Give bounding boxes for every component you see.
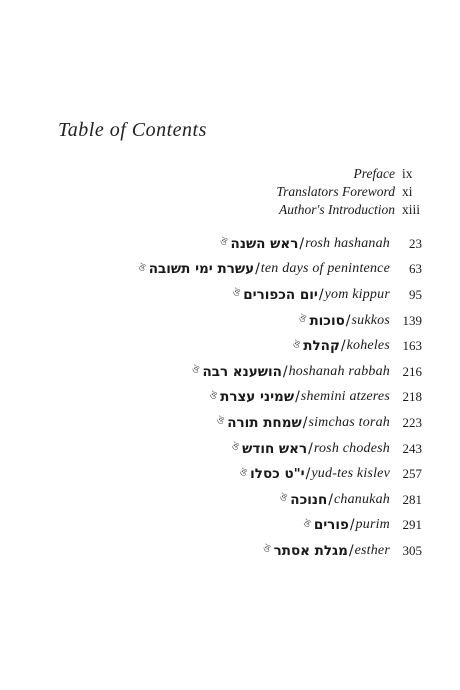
- ornament-icon: ঔ: [263, 545, 271, 556]
- entry-page: 223: [402, 414, 422, 430]
- entry-english: rosh hashanah: [305, 235, 390, 251]
- ornament-icon: ঔ: [220, 238, 228, 249]
- separator: /: [302, 414, 308, 431]
- separator: /: [308, 440, 313, 457]
- entry-hebrew: סוכות: [309, 312, 345, 329]
- ornament-icon: ঔ: [209, 391, 218, 402]
- entry-english: purim: [355, 517, 390, 533]
- entry-english: esther: [354, 542, 390, 558]
- ornament-icon: ঔ: [299, 315, 307, 326]
- entry-english: ten days of penintence: [260, 261, 390, 277]
- ornament-icon: ঔ: [232, 289, 241, 300]
- separator: /: [318, 286, 324, 303]
- separator: /: [349, 517, 355, 534]
- contents-entry[interactable]: [42, 257, 422, 283]
- entry-hebrew: קהלת: [303, 338, 340, 355]
- front-matter-item[interactable]: [102, 202, 422, 220]
- separator: /: [348, 542, 354, 559]
- separator: /: [299, 235, 305, 252]
- entry-page: 216: [402, 363, 422, 379]
- ornament-icon: ঔ: [138, 263, 146, 274]
- entry-hebrew: שמיני עצרת: [220, 389, 295, 406]
- contents-entry[interactable]: [42, 385, 422, 411]
- contents-entry[interactable]: [42, 333, 422, 359]
- ornament-icon: ঔ: [231, 443, 240, 454]
- entry-hebrew: חנוכה: [290, 491, 328, 508]
- entry-page: 281: [402, 491, 422, 507]
- separator: /: [340, 338, 346, 355]
- entry-english: koheles: [346, 338, 390, 354]
- entry-english: chanukah: [333, 491, 390, 507]
- entry-hebrew: הושענא רבה: [202, 363, 282, 380]
- entry-page: 305: [402, 542, 422, 558]
- entry-page: 63: [409, 261, 422, 277]
- front-matter-item[interactable]: [102, 184, 422, 202]
- contents-entry[interactable]: [42, 410, 422, 436]
- front-matter-item[interactable]: [102, 166, 422, 184]
- entry-page: 243: [402, 440, 422, 456]
- entry-english: shemini atzeres: [300, 389, 390, 405]
- contents-entry[interactable]: [42, 487, 422, 513]
- entry-hebrew: ראש השנה: [230, 235, 299, 252]
- separator: /: [345, 312, 351, 329]
- front-matter-label: Translators Foreword: [276, 184, 395, 199]
- separator: /: [282, 363, 288, 380]
- entry-hebrew: ראש חודש: [242, 440, 308, 457]
- entry-page: 95: [409, 286, 422, 302]
- entry-english: simchas torah: [308, 414, 390, 430]
- contents-entry[interactable]: [42, 231, 422, 257]
- ornament-icon: ঔ: [192, 366, 200, 377]
- ornament-icon: ঔ: [292, 340, 301, 351]
- contents-list: [42, 231, 422, 564]
- entry-page: 291: [402, 517, 422, 533]
- page-title: Table of Contents: [58, 119, 207, 141]
- entry-hebrew: יום הכפורים: [243, 286, 318, 303]
- contents-entry[interactable]: [42, 436, 422, 462]
- contents-entry[interactable]: [42, 282, 422, 308]
- front-matter-label: Preface: [353, 166, 395, 181]
- contents-entry[interactable]: [42, 513, 422, 539]
- contents-entry[interactable]: [42, 308, 422, 334]
- entry-page: 23: [409, 235, 422, 251]
- ornament-icon: ঔ: [279, 494, 288, 505]
- front-matter-page: xi: [402, 184, 413, 199]
- entry-hebrew: י"ט כסלו: [250, 466, 305, 483]
- entry-page: 163: [402, 338, 422, 354]
- separator: /: [255, 261, 260, 278]
- entry-hebrew: פורים: [313, 517, 349, 534]
- ornament-icon: ঔ: [239, 468, 248, 479]
- contents-entry[interactable]: [42, 359, 422, 385]
- contents-entry[interactable]: [42, 538, 422, 564]
- front-matter-list: [102, 166, 422, 220]
- entry-page: 218: [402, 389, 422, 405]
- entry-english: yom kippur: [324, 286, 390, 302]
- separator: /: [305, 466, 311, 483]
- contents-entry[interactable]: [42, 461, 422, 487]
- ornament-icon: ঔ: [303, 519, 311, 530]
- front-matter-page: xiii: [402, 202, 421, 217]
- entry-english: rosh chodesh: [313, 440, 390, 456]
- entry-page: 257: [402, 466, 422, 482]
- entry-hebrew: מגלת אסתר: [273, 542, 348, 559]
- entry-hebrew: עשרת ימי תשובה: [148, 261, 255, 278]
- entry-english: sukkos: [351, 312, 390, 328]
- separator: /: [295, 389, 300, 406]
- separator: /: [328, 491, 333, 508]
- entry-page: 139: [402, 312, 422, 328]
- front-matter-page: ix: [402, 166, 413, 181]
- ornament-icon: ঔ: [216, 417, 225, 428]
- front-matter-label: Author's Introduction: [278, 202, 395, 217]
- entry-english: hoshanah rabbah: [288, 363, 390, 379]
- entry-hebrew: שמחת תורה: [227, 414, 302, 431]
- entry-english: yud-tes kislev: [311, 466, 390, 482]
